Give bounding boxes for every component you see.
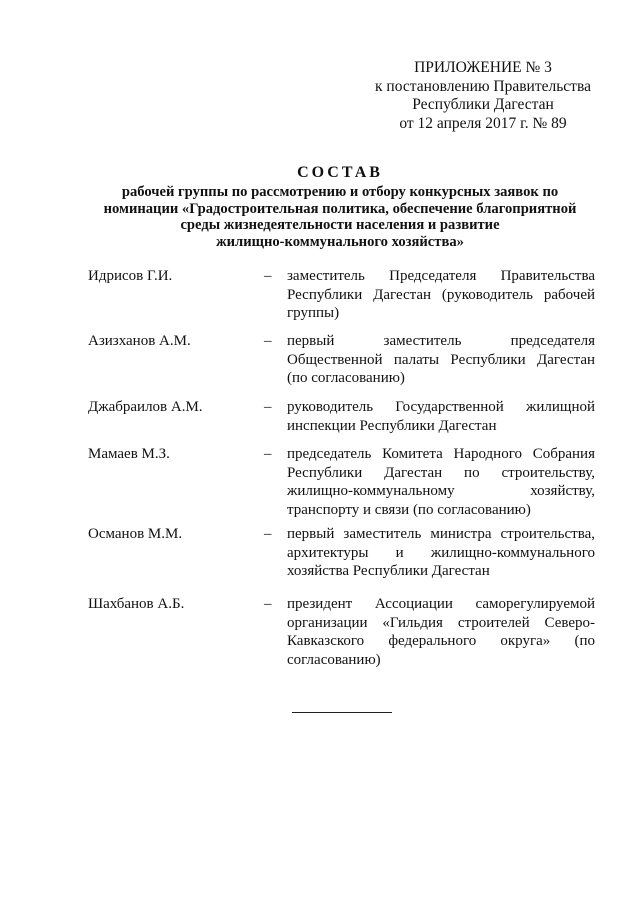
role-line: группы) [287,305,340,321]
member-name: Азизханов А.М. [88,333,191,349]
subtitle-line: номинации «Градостроительная политика, обеспечение благоприятной [103,200,577,217]
member-name: Джабраилов А.М. [88,399,203,415]
subtitle-line: жилищно-коммунального хозяйства» [216,233,464,250]
subtitle-line: рабочей группы по рассмотрению и отбору конкурсных заявок по [121,184,559,200]
member-role [287,525,595,581]
role-line: (по согласованию) [287,370,405,386]
role-line: первый заместитель председателя [287,333,595,349]
member-name: Шахбанов А.Б. [88,596,185,612]
role-line: жилищно-коммунальному хозяйству, [287,483,595,499]
role-line: заместитель Председателя Правительства [287,268,595,284]
member-dash: – [264,333,272,349]
member-dash: – [264,526,272,542]
role-line: Кавказского федерального округа» (по [287,633,595,649]
subtitle-line: среды жизнедеятельности населения и развитие [180,217,500,233]
member-name: Османов М.М. [88,526,183,542]
role-line: инспекции Республики Дагестан [287,417,497,434]
attachment-line: к постановлению Правительства [375,77,591,95]
member-dash: – [264,399,272,415]
role-line: председатель Комитета Народного Собрания [287,446,595,462]
member-dash: – [264,268,272,284]
attachment-header [372,59,594,133]
role-line: руководитель Государственной жилищной [287,399,595,415]
role-line: Общественной палаты Республики Дагестан [287,351,595,368]
document-subtitle [80,184,600,250]
attachment-line: Республики Дагестан [412,96,554,113]
member-role [287,595,595,669]
document-title: СОСТАВ [297,164,383,181]
role-line: транспорту и связи (по согласованию) [287,501,531,518]
member-role [287,445,595,519]
attachment-line: от 12 апреля 2017 г. № 89 [399,114,567,132]
member-name: Мамаев М.З. [88,446,170,462]
role-line: организации «Гильдия строителей Северо- [287,614,595,631]
attachment-line: ПРИЛОЖЕНИЕ № 3 [414,59,552,76]
member-dash: – [264,596,272,612]
role-line: архитектуры и жилищно-коммунального [287,544,595,561]
role-line: президент Ассоциации саморегулируемой [287,596,595,612]
member-dash: – [264,446,272,462]
role-line: согласованию) [287,651,381,668]
member-role [287,332,595,388]
member-name: Идрисов Г.И. [88,268,173,284]
role-line: первый заместитель министра строительства, [287,526,595,542]
closing-divider [292,712,392,713]
role-line: хозяйства Республики Дагестан [287,563,490,579]
role-line: Республики Дагестан по строительству, [287,464,595,481]
member-role [287,398,595,435]
member-role [287,267,595,323]
role-line: Республики Дагестан (руководитель рабочей [287,286,595,303]
